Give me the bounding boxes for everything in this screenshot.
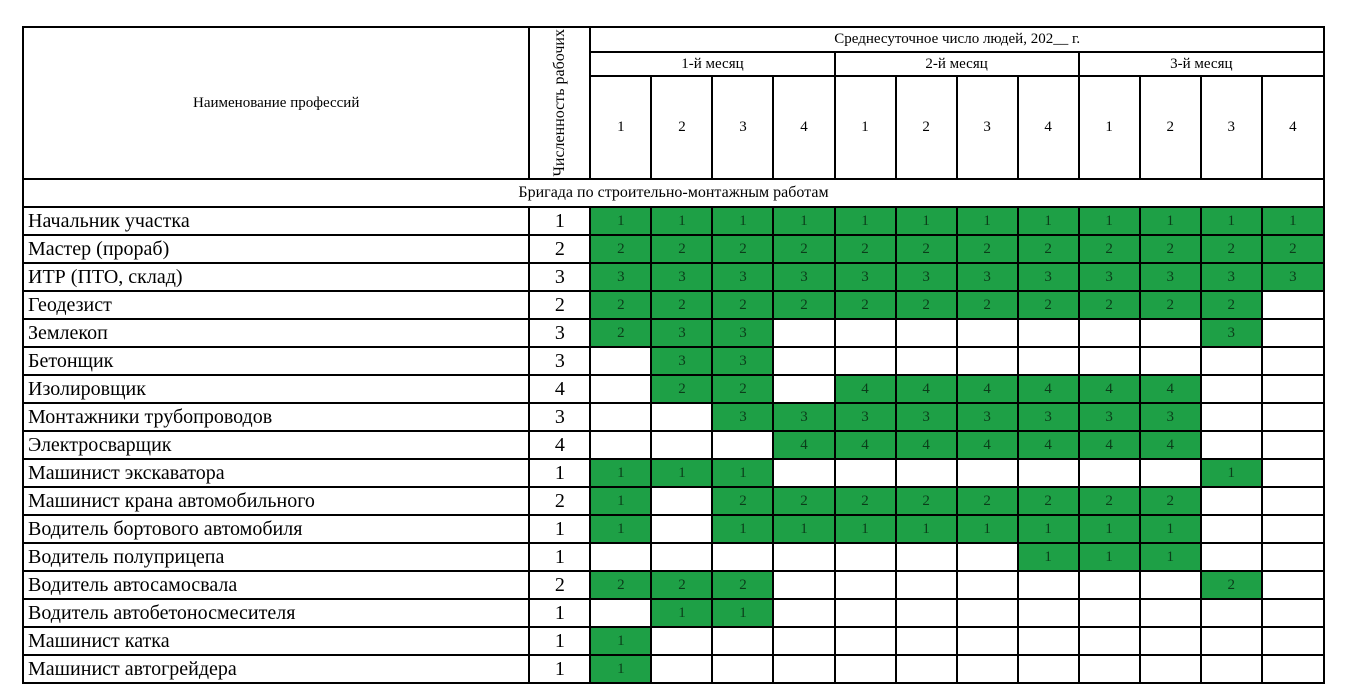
schedule-cell-filled: 4 [773, 431, 834, 459]
profession-name: Водитель полуприцепа [23, 543, 529, 571]
schedule-cell-filled: 1 [590, 459, 651, 487]
schedule-cell-empty [1140, 599, 1201, 627]
schedule-cell-filled: 4 [957, 375, 1018, 403]
schedule-cell-empty [1262, 543, 1324, 571]
schedule-cell-filled: 3 [651, 263, 712, 291]
schedule-cell-filled: 2 [1018, 291, 1079, 319]
schedule-cell-empty [957, 599, 1018, 627]
schedule-cell-empty [896, 599, 957, 627]
schedule-cell-empty [1262, 347, 1324, 375]
schedule-cell-filled: 3 [896, 403, 957, 431]
schedule-cell-filled: 1 [590, 515, 651, 543]
schedule-cell-filled: 2 [957, 487, 1018, 515]
schedule-cell-filled: 2 [1018, 235, 1079, 263]
schedule-cell-filled: 4 [1140, 431, 1201, 459]
schedule-cell-empty [1140, 347, 1201, 375]
table-row [23, 627, 1324, 655]
schedule-cell-filled: 1 [1079, 543, 1140, 571]
schedule-cell-filled: 1 [773, 207, 834, 235]
schedule-cell-filled: 1 [1018, 207, 1079, 235]
schedule-cell-filled: 2 [712, 235, 773, 263]
schedule-cell-empty [712, 655, 773, 683]
schedule-cell-empty [590, 599, 651, 627]
schedule-cell-filled: 3 [712, 263, 773, 291]
worker-count-header-label: Численность рабочих [550, 29, 568, 177]
schedule-cell-empty [835, 347, 896, 375]
schedule-cell-empty [773, 655, 834, 683]
worker-count: 1 [529, 599, 590, 627]
schedule-cell-empty [651, 431, 712, 459]
worker-count: 2 [529, 571, 590, 599]
schedule-cell-empty [773, 543, 834, 571]
month-1-header: 1-й месяц [590, 52, 834, 76]
schedule-cell-empty [896, 655, 957, 683]
schedule-cell-empty [1262, 403, 1324, 431]
schedule-cell-filled: 2 [1140, 487, 1201, 515]
schedule-cell-empty [896, 627, 957, 655]
schedule-cell-empty [773, 627, 834, 655]
profession-name: Машинист крана автомобильного [23, 487, 529, 515]
schedule-cell-empty [896, 319, 957, 347]
schedule-cell-empty [896, 543, 957, 571]
worker-count: 2 [529, 291, 590, 319]
schedule-cell-filled: 2 [773, 291, 834, 319]
schedule-cell-filled: 3 [773, 263, 834, 291]
schedule-cell-filled: 3 [651, 319, 712, 347]
profession-name: ИТР (ПТО, склад) [23, 263, 529, 291]
schedule-cell-empty [1201, 403, 1262, 431]
schedule-cell-filled: 2 [1079, 291, 1140, 319]
schedule-cell-empty [957, 347, 1018, 375]
schedule-cell-empty [1140, 319, 1201, 347]
schedule-cell-filled: 3 [712, 403, 773, 431]
schedule-cell-filled: 3 [590, 263, 651, 291]
schedule-cell-filled: 1 [957, 515, 1018, 543]
schedule-cell-empty [773, 319, 834, 347]
schedule-cell-filled: 1 [835, 515, 896, 543]
schedule-cell-filled: 1 [896, 515, 957, 543]
schedule-cell-filled: 2 [1262, 235, 1324, 263]
schedule-cell-filled: 1 [773, 515, 834, 543]
schedule-cell-filled: 2 [712, 291, 773, 319]
schedule-cell-filled: 1 [1140, 207, 1201, 235]
schedule-cell-filled: 3 [835, 403, 896, 431]
schedule-cell-empty [957, 543, 1018, 571]
week-header-cell: 1 [590, 76, 651, 179]
schedule-cell-empty [896, 571, 957, 599]
schedule-cell-filled: 2 [1140, 235, 1201, 263]
schedule-cell-filled: 4 [835, 375, 896, 403]
schedule-cell-empty [1262, 459, 1324, 487]
schedule-cell-filled: 2 [1018, 487, 1079, 515]
schedule-cell-empty [957, 571, 1018, 599]
schedule-cell-empty [651, 543, 712, 571]
schedule-cell-empty [835, 627, 896, 655]
schedule-cell-empty [773, 347, 834, 375]
schedule-cell-filled: 2 [1201, 291, 1262, 319]
week-header-cell: 1 [1079, 76, 1140, 179]
week-header-cell: 4 [1262, 76, 1324, 179]
schedule-cell-filled: 2 [590, 235, 651, 263]
schedule-cell-filled: 4 [896, 375, 957, 403]
schedule-cell-empty [835, 543, 896, 571]
schedule-cell-filled: 2 [896, 291, 957, 319]
month-2-header: 2-й месяц [835, 52, 1079, 76]
schedule-cell-filled: 1 [1201, 459, 1262, 487]
schedule-cell-empty [1079, 319, 1140, 347]
schedule-cell-empty [712, 627, 773, 655]
schedule-cell-filled: 3 [712, 319, 773, 347]
schedule-cell-empty [1140, 459, 1201, 487]
schedule-cell-filled: 1 [590, 655, 651, 683]
schedule-cell-filled: 2 [712, 571, 773, 599]
profession-name: Землекоп [23, 319, 529, 347]
schedule-cell-empty [1262, 291, 1324, 319]
worker-count: 1 [529, 655, 590, 683]
schedule-cell-empty [1201, 599, 1262, 627]
table-row [23, 655, 1324, 683]
schedule-cell-filled: 2 [1079, 487, 1140, 515]
profession-name: Водитель автосамосвала [23, 571, 529, 599]
schedule-cell-filled: 2 [835, 487, 896, 515]
schedule-cell-empty [1201, 487, 1262, 515]
schedule-cell-empty [1262, 319, 1324, 347]
schedule-cell-filled: 2 [651, 235, 712, 263]
schedule-cell-empty [1018, 459, 1079, 487]
schedule-cell-filled: 1 [651, 459, 712, 487]
schedule-cell-empty [835, 599, 896, 627]
table-row [23, 403, 1324, 431]
schedule-cell-filled: 4 [835, 431, 896, 459]
schedule-cell-empty [1201, 655, 1262, 683]
schedule-cell-filled: 3 [896, 263, 957, 291]
schedule-cell-filled: 1 [590, 627, 651, 655]
average-daily-people-header: Среднесуточное число людей, 202__ г. [590, 27, 1324, 52]
worker-count: 4 [529, 431, 590, 459]
schedule-cell-empty [1262, 571, 1324, 599]
schedule-cell-empty [957, 655, 1018, 683]
schedule-cell-empty [712, 431, 773, 459]
schedule-cell-empty [957, 319, 1018, 347]
schedule-cell-empty [1018, 347, 1079, 375]
week-header-cell: 2 [896, 76, 957, 179]
schedule-cell-filled: 1 [957, 207, 1018, 235]
schedule-cell-filled: 2 [590, 571, 651, 599]
schedule-cell-empty [651, 515, 712, 543]
schedule-cell-empty [651, 655, 712, 683]
schedule-cell-empty [1018, 599, 1079, 627]
week-header-cell: 3 [712, 76, 773, 179]
schedule-cell-filled: 1 [1201, 207, 1262, 235]
profession-name: Машинист экскаватора [23, 459, 529, 487]
profession-name: Монтажники трубопроводов [23, 403, 529, 431]
profession-name: Машинист катка [23, 627, 529, 655]
schedule-cell-filled: 2 [896, 487, 957, 515]
schedule-cell-empty [773, 375, 834, 403]
schedule-cell-filled: 2 [651, 375, 712, 403]
schedule-cell-empty [1018, 319, 1079, 347]
schedule-cell-empty [590, 431, 651, 459]
schedule-cell-filled: 2 [590, 291, 651, 319]
schedule-cell-empty [1079, 459, 1140, 487]
schedule-cell-filled: 1 [1140, 515, 1201, 543]
worker-count: 2 [529, 487, 590, 515]
schedule-cell-empty [957, 459, 1018, 487]
schedule-cell-filled: 1 [1262, 207, 1324, 235]
schedule-cell-filled: 2 [1201, 235, 1262, 263]
profession-name: Водитель бортового автомобиля [23, 515, 529, 543]
schedule-cell-empty [1201, 375, 1262, 403]
schedule-cell-empty [1201, 431, 1262, 459]
schedule-cell-filled: 2 [651, 571, 712, 599]
schedule-cell-filled: 1 [590, 487, 651, 515]
schedule-cell-filled: 3 [1018, 263, 1079, 291]
schedule-cell-filled: 1 [712, 207, 773, 235]
week-header-cell: 4 [1018, 76, 1079, 179]
week-header-cell: 3 [1201, 76, 1262, 179]
schedule-cell-empty [1079, 571, 1140, 599]
month-3-header: 3-й месяц [1079, 52, 1324, 76]
schedule-cell-empty [1262, 431, 1324, 459]
week-header-cell: 4 [773, 76, 834, 179]
schedule-cell-empty [651, 487, 712, 515]
table-row [23, 319, 1324, 347]
schedule-cell-filled: 2 [957, 235, 1018, 263]
schedule-cell-filled: 1 [712, 515, 773, 543]
schedule-cell-filled: 1 [712, 599, 773, 627]
schedule-cell-empty [1262, 655, 1324, 683]
table-row [23, 459, 1324, 487]
schedule-cell-filled: 2 [957, 291, 1018, 319]
schedule-cell-empty [1201, 627, 1262, 655]
worker-count: 2 [529, 235, 590, 263]
schedule-cell-filled: 3 [957, 403, 1018, 431]
table-row [23, 431, 1324, 459]
schedule-cell-empty [1262, 375, 1324, 403]
schedule-cell-empty [1079, 655, 1140, 683]
table-row [23, 571, 1324, 599]
schedule-cell-filled: 2 [773, 235, 834, 263]
schedule-cell-empty [1262, 599, 1324, 627]
schedule-cell-empty [896, 459, 957, 487]
schedule-cell-empty [1079, 627, 1140, 655]
workforce-schedule-table [22, 26, 1325, 684]
schedule-cell-empty [590, 543, 651, 571]
schedule-cell-filled: 2 [835, 235, 896, 263]
schedule-cell-empty [835, 655, 896, 683]
schedule-cell-filled: 1 [1140, 543, 1201, 571]
schedule-cell-empty [1018, 627, 1079, 655]
profession-name: Изолировщик [23, 375, 529, 403]
schedule-cell-filled: 2 [773, 487, 834, 515]
profession-name: Электросварщик [23, 431, 529, 459]
schedule-cell-empty [1201, 347, 1262, 375]
schedule-cell-filled: 1 [651, 207, 712, 235]
worker-count: 1 [529, 627, 590, 655]
schedule-cell-filled: 4 [1018, 375, 1079, 403]
table-row [23, 235, 1324, 263]
schedule-cell-filled: 2 [896, 235, 957, 263]
schedule-cell-filled: 3 [1079, 263, 1140, 291]
table-row [23, 263, 1324, 291]
schedule-cell-empty [1262, 487, 1324, 515]
worker-count: 3 [529, 319, 590, 347]
schedule-cell-filled: 2 [1140, 291, 1201, 319]
schedule-cell-filled: 1 [712, 459, 773, 487]
table-row [23, 599, 1324, 627]
schedule-cell-filled: 3 [773, 403, 834, 431]
worker-count: 4 [529, 375, 590, 403]
schedule-cell-filled: 1 [896, 207, 957, 235]
schedule-cell-empty [590, 375, 651, 403]
schedule-cell-filled: 3 [1018, 403, 1079, 431]
schedule-cell-filled: 3 [1201, 263, 1262, 291]
schedule-cell-filled: 2 [651, 291, 712, 319]
schedule-cell-empty [835, 319, 896, 347]
schedule-cell-empty [835, 571, 896, 599]
schedule-cell-empty [835, 459, 896, 487]
table-row [23, 515, 1324, 543]
worker-count: 3 [529, 347, 590, 375]
table-row [23, 291, 1324, 319]
schedule-cell-filled: 1 [651, 599, 712, 627]
schedule-cell-filled: 2 [712, 375, 773, 403]
schedule-cell-filled: 4 [1018, 431, 1079, 459]
schedule-cell-filled: 1 [835, 207, 896, 235]
schedule-cell-empty [1201, 515, 1262, 543]
schedule-cell-empty [1018, 571, 1079, 599]
schedule-cell-empty [1018, 655, 1079, 683]
week-header-cell: 3 [957, 76, 1018, 179]
schedule-cell-empty [651, 403, 712, 431]
schedule-cell-empty [1140, 655, 1201, 683]
worker-count: 1 [529, 543, 590, 571]
table-row [23, 543, 1324, 571]
schedule-cell-filled: 1 [590, 207, 651, 235]
schedule-cell-empty [1262, 515, 1324, 543]
schedule-cell-empty [1140, 571, 1201, 599]
schedule-cell-empty [1079, 599, 1140, 627]
profession-name: Мастер (прораб) [23, 235, 529, 263]
worker-count: 1 [529, 515, 590, 543]
schedule-cell-empty [1262, 627, 1324, 655]
schedule-cell-filled: 3 [1262, 263, 1324, 291]
week-header-cell: 1 [835, 76, 896, 179]
profession-column-header: Наименование профессий [23, 27, 529, 179]
schedule-cell-empty [896, 347, 957, 375]
schedule-cell-filled: 1 [1079, 515, 1140, 543]
schedule-cell-filled: 3 [1140, 263, 1201, 291]
schedule-cell-empty [773, 459, 834, 487]
week-header-cell: 2 [651, 76, 712, 179]
schedule-cell-empty [1079, 347, 1140, 375]
schedule-cell-filled: 1 [1018, 543, 1079, 571]
profession-name: Водитель автобетоносмесителя [23, 599, 529, 627]
schedule-cell-filled: 2 [712, 487, 773, 515]
schedule-cell-filled: 3 [712, 347, 773, 375]
table-row [23, 487, 1324, 515]
schedule-cell-filled: 3 [957, 263, 1018, 291]
schedule-cell-filled: 3 [1201, 319, 1262, 347]
table-row [23, 347, 1324, 375]
worker-count: 1 [529, 207, 590, 235]
profession-name: Машинист автогрейдера [23, 655, 529, 683]
schedule-cell-empty [1140, 627, 1201, 655]
schedule-cell-filled: 4 [1079, 431, 1140, 459]
schedule-cell-filled: 4 [896, 431, 957, 459]
schedule-cell-filled: 2 [1201, 571, 1262, 599]
schedule-cell-empty [773, 599, 834, 627]
schedule-cell-filled: 3 [1079, 403, 1140, 431]
schedule-cell-filled: 2 [590, 319, 651, 347]
schedule-cell-filled: 2 [1079, 235, 1140, 263]
schedule-cell-filled: 2 [835, 291, 896, 319]
group-title: Бригада по строительно-монтажным работам [23, 179, 1324, 207]
schedule-cell-empty [1201, 543, 1262, 571]
schedule-cell-filled: 4 [957, 431, 1018, 459]
schedule-cell-filled: 1 [1018, 515, 1079, 543]
worker-count: 1 [529, 459, 590, 487]
schedule-cell-filled: 3 [651, 347, 712, 375]
schedule-cell-empty [590, 403, 651, 431]
schedule-cell-empty [651, 627, 712, 655]
table-row [23, 375, 1324, 403]
schedule-cell-filled: 4 [1140, 375, 1201, 403]
week-header-cell: 2 [1140, 76, 1201, 179]
table-row [23, 207, 1324, 235]
schedule-cell-filled: 3 [835, 263, 896, 291]
profession-name: Бетонщик [23, 347, 529, 375]
worker-count-column-header [529, 27, 590, 179]
schedule-cell-empty [773, 571, 834, 599]
schedule-cell-filled: 1 [1079, 207, 1140, 235]
schedule-cell-filled: 4 [1079, 375, 1140, 403]
schedule-cell-filled: 3 [1140, 403, 1201, 431]
worker-count: 3 [529, 263, 590, 291]
profession-name: Геодезист [23, 291, 529, 319]
schedule-cell-empty [590, 347, 651, 375]
schedule-cell-empty [957, 627, 1018, 655]
worker-count: 3 [529, 403, 590, 431]
schedule-cell-empty [712, 543, 773, 571]
profession-name: Начальник участка [23, 207, 529, 235]
